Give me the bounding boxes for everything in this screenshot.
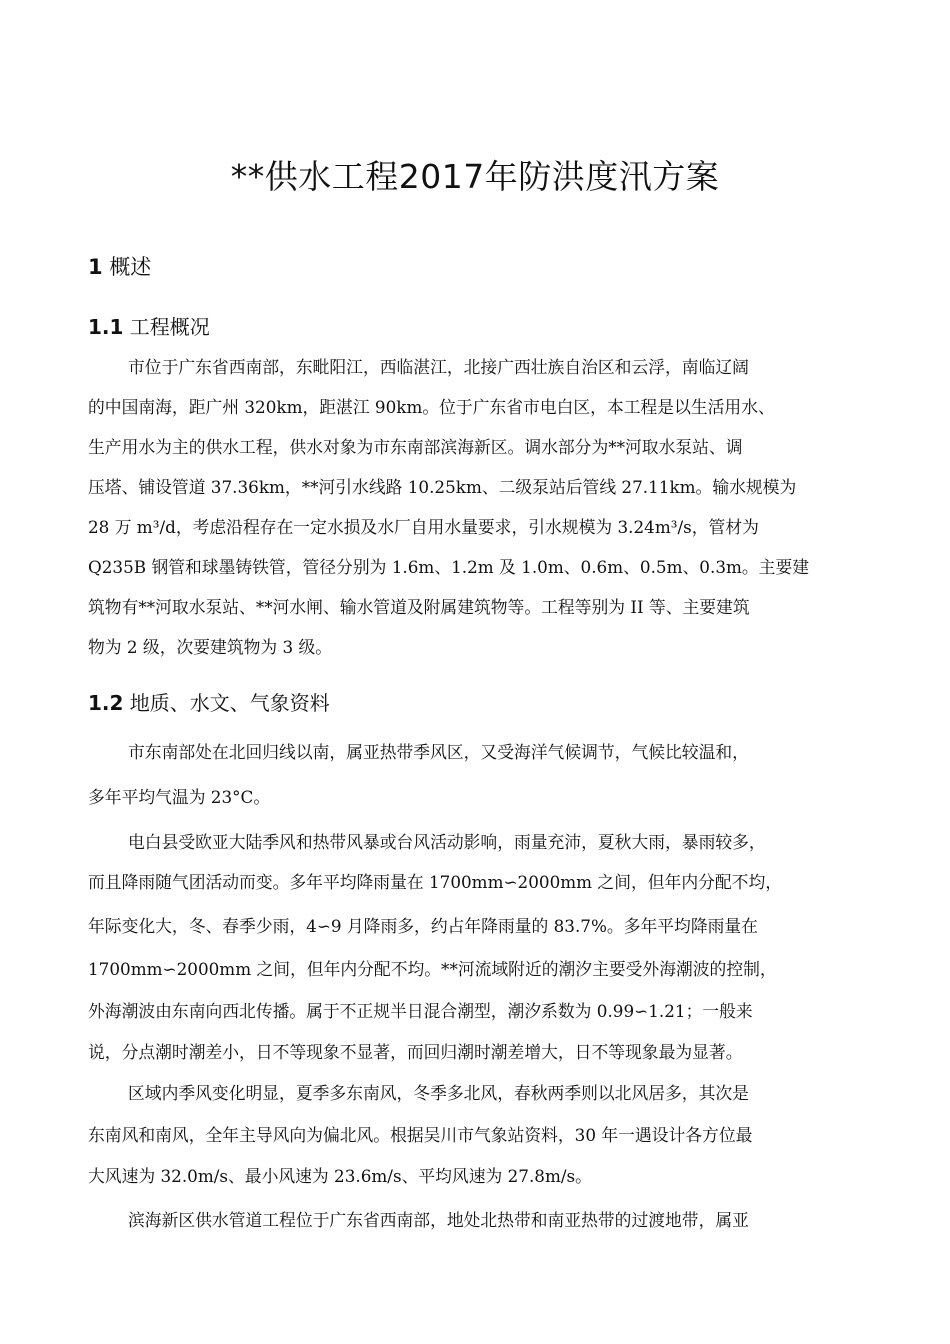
paragraph-line: 外海潮波由东南向西北传播。属于不正规半日混合潮型，潮汐系数为 0.99∽1.21；一般来 bbox=[88, 1001, 753, 1021]
paragraph-line: 滨海新区供水管道工程位于广东省西南部，地处北热带和南亚热带的过渡地带，属亚 bbox=[128, 1210, 749, 1230]
paragraph-line: Q235B 钢管和球墨铸铁管，管径分别为 1.6m、1.2m 及 1.0m、0.6m、0.5m、0.3m。主要建 bbox=[88, 557, 810, 577]
paragraph-line: 多年平均气温为 23°C。 bbox=[88, 787, 271, 807]
paragraph-line: 而且降雨随气团活动而变。多年平均降雨量在 1700mm∽2000mm 之间，但年内分配不均， bbox=[88, 872, 783, 892]
section-number: 1 bbox=[88, 255, 103, 279]
section-heading-1-2 bbox=[88, 688, 330, 718]
paragraph-line: 年际变化大，冬、春季少雨，4∽9 月降雨多，约占年降雨量的 83.7%。多年平均降雨量在 bbox=[88, 916, 758, 936]
paragraph-line: 大风速为 32.0m/s、最小风速为 23.6m/s、平均风速为 27.8m/s。 bbox=[88, 1166, 592, 1186]
paragraph-line: 说，分点潮时潮差小，日不等现象不显著，而回归潮时潮差增大，日不等现象最为显著。 bbox=[88, 1042, 743, 1062]
document-title: **供水工程2017年防洪度汛方案 bbox=[230, 157, 720, 196]
paragraph-line: 区域内季风变化明显，夏季多东南风，冬季多北风，春秋两季则以北风居多，其次是 bbox=[128, 1083, 749, 1103]
paragraph-line: 电白县受欧亚大陆季风和热带风暴或台风活动影响，雨量充沛，夏秋大雨，暴雨较多， bbox=[128, 832, 766, 852]
paragraph-line: 筑物有**河取水泵站、**河水闸、输水管道及附属建筑物等。工程等别为 II 等、主要建筑 bbox=[88, 597, 750, 617]
section-heading-1 bbox=[88, 252, 151, 282]
section-number: 1.1 bbox=[88, 315, 124, 339]
paragraph-line: 物为 2 级，次要建筑物为 3 级。 bbox=[88, 637, 333, 657]
paragraph-line: 市东南部处在北回归线以南，属亚热带季风区，又受海洋气候调节，气候比较温和， bbox=[128, 742, 749, 762]
section-label: 地质、水文、气象资料 bbox=[129, 691, 330, 715]
section-label: 工程概况 bbox=[129, 315, 210, 339]
paragraph-line: 压塔、铺设管道 37.36km，**河引水线路 10.25km、二级泵站后管线 27.11km。输水规模为 bbox=[88, 477, 797, 497]
section-heading-1-1 bbox=[88, 312, 210, 342]
paragraph-line: 28 万 m³/d，考虑沿程存在一定水损及水厂自用水量要求，引水规模为 3.24m³/s，管材为 bbox=[88, 517, 759, 537]
paragraph-line: 东南风和南风，全年主导风向为偏北风。根据吴川市气象站资料，30 年一遇设计各方位最 bbox=[88, 1125, 753, 1145]
paragraph-line: 的中国南海，距广州 320km，距湛江 90km。位于广东省市电白区，本工程是以生活用水、 bbox=[88, 397, 775, 417]
paragraph-line: 市位于广东省西南部，东毗阳江，西临湛江，北接广西壮族自治区和云浮，南临辽阔 bbox=[128, 357, 749, 377]
paragraph-line: 生产用水为主的供水工程，供水对象为市东南部滨海新区。调水部分为**河取水泵站、调 bbox=[88, 437, 743, 457]
section-number: 1.2 bbox=[88, 691, 124, 715]
paragraph-line: 1700mm∽2000mm 之间，但年内分配不均。**河流域附近的潮汐主要受外海潮波的控制， bbox=[88, 959, 777, 979]
section-label: 概述 bbox=[109, 255, 152, 279]
